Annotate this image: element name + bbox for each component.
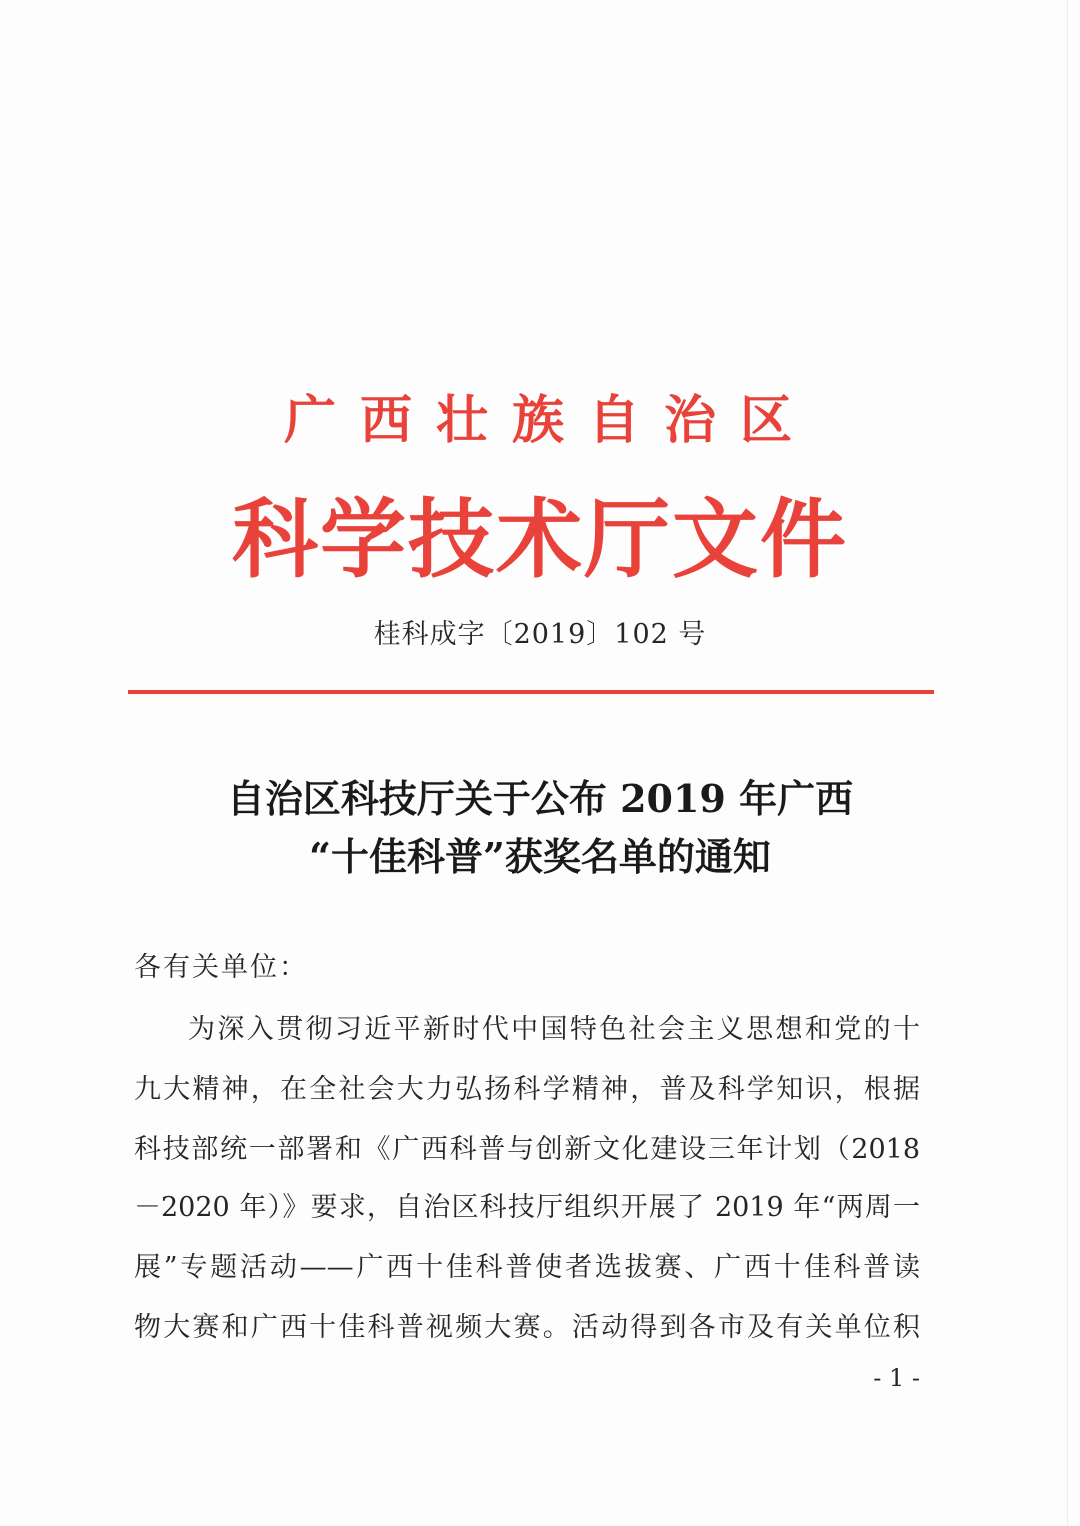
page-number: - 1 -	[873, 1364, 920, 1392]
body-line: －2020 年）》要求，自治区科技厅组织开展了 2019 年“两周一	[134, 1192, 920, 1223]
body-line: 九大精神，在全社会大力弘扬科学精神，普及科学知识，根据	[134, 1074, 920, 1105]
body-line: 为深入贯彻习近平新时代中国特色社会主义思想和党的十	[188, 1014, 920, 1045]
document-title-line1: 自治区科技厅关于公布 2019 年广西	[226, 776, 854, 821]
document-number: 桂科成字〔2019〕102 号	[373, 619, 707, 650]
issuing-authority-title: 科学技术厅文件	[232, 489, 848, 590]
issuing-authority-region: 广西壮族自治区	[283, 390, 816, 451]
salutation: 各有关单位：	[134, 952, 308, 983]
red-divider	[128, 690, 934, 694]
document-title-line2: “十佳科普”获奖名单的通知	[309, 834, 771, 879]
scan-edge-line	[1067, 0, 1068, 1526]
body-line: 科技部统一部署和《广西科普与创新文化建设三年计划（2018	[134, 1134, 920, 1165]
body-line: 物大赛和广西十佳科普视频大赛。活动得到各市及有关单位积	[134, 1312, 920, 1343]
body-line: 展”专题活动——广西十佳科普使者选拔赛、广西十佳科普读	[134, 1252, 920, 1283]
